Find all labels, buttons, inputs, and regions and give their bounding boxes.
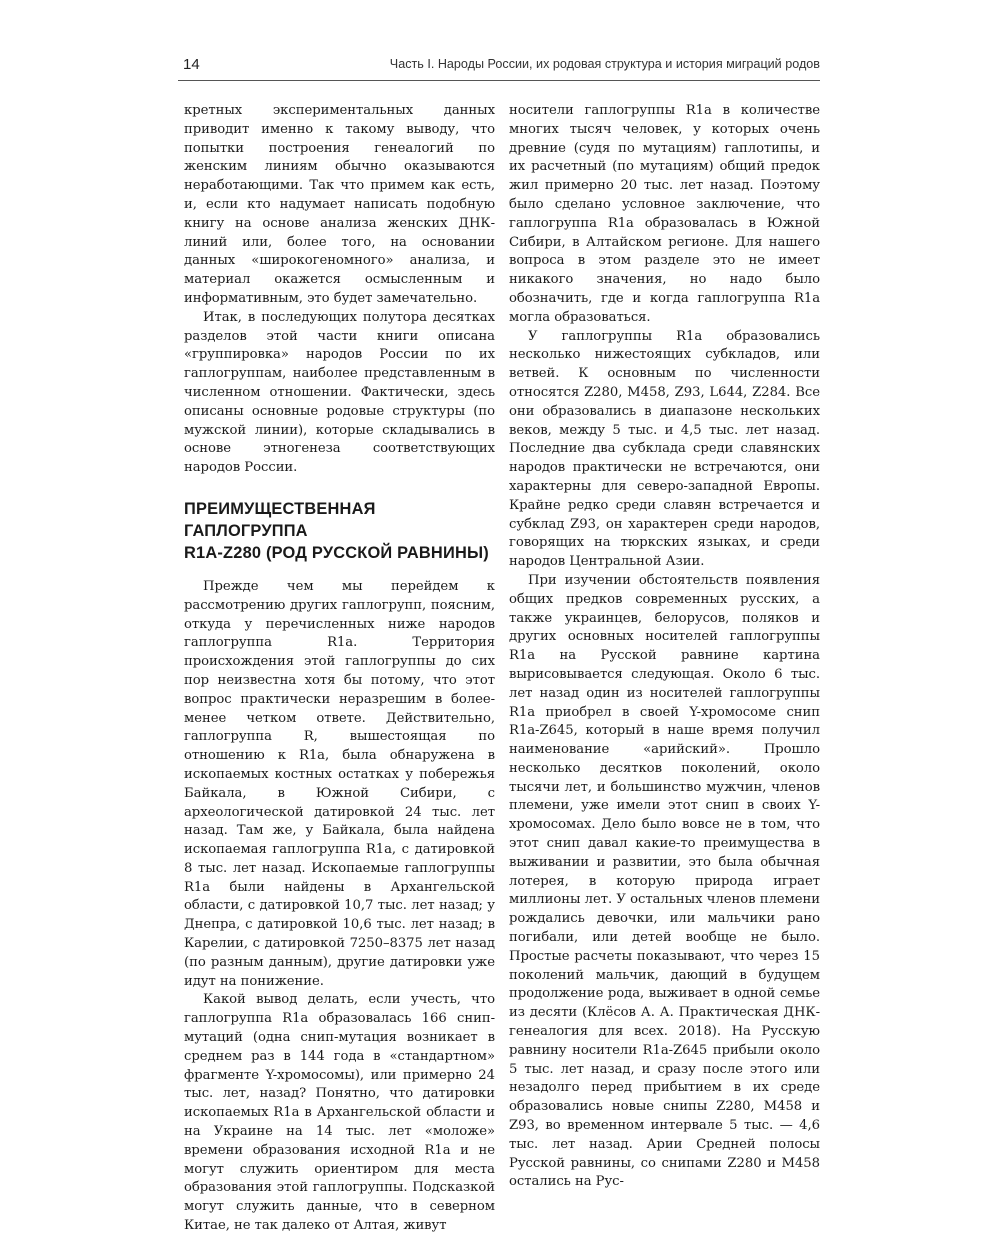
header-rule [178, 80, 820, 81]
paragraph: При изучении обстоятельств появления общих предков современных русских, а также украинцев, белорусов, поляков и других основных носителей гаплогруппы R1a на Русской равнине картина вырисовывается следующая. Около 6 тыс. лет назад один из носителей гаплогруппы R1a приобрел в своей Y-хромосоме снип R1a-Z645, который в наше время получил наименование «арийский». Прошло несколько десятков поколений, около тысячи лет, и большинство мужчин, членов племени, уже имели этот снип в своих Y-хромосомах. Дело было вовсе не в том, что этот снип давал какие-то преимущества в выживании и развитии, это была обычная лотерея, в которую природа играет миллионы лет. У остальных членов племени рождались девочки, или мальчики рано погибали, или детей вообще не было. Простые расчеты показывают, что через 15 поколений мальчик, дающий в будущем продолжение рода, выживает в одной семье из десяти (Клёсов А. А. Практическая ДНК-генеалогия для всех. 2018). На Русскую равнину носители R1a-Z645 прибыли около 5 тыс. лет назад, и сразу после этого или незадолго перед прибытием в их среде образовались новые снипы Z280, M458 и Z93, во временном интервале 5 тыс. — 4,6 тыс. лет назад. Арии Средней полосы Русской равнины, со снипами Z280 и M458 остались на Рус- [509, 572, 820, 1190]
paragraph: Итак, в последующих полутора десятках разделов этой части книги описана «группировка» народов России по их гаплогруппам, наиболее представленным в численном отношении. Фактически, здесь описаны основные родовые структуры (по мужской линии), которые складывались в основе этногенеза соответствующих народов России. [184, 309, 495, 476]
paragraph: кретных экспериментальных данных приводит именно к такому выводу, что попытки построения генеалогий по женским линиям обычно оказываются неработающими. Так что примем как есть, и, если кто надумает написать подобную книгу на основе анализа женских ДНК-линий или, более того, на основании данных «широкогеномного» анализа, и материал окажется осмысленным и информативным, это будет замечательно. [184, 103, 495, 306]
page-number: 14 [183, 56, 200, 73]
section-heading-line: R1A-Z280 (РОД РУССКОЙ РАВНИНЫ) [184, 543, 489, 562]
page-header [178, 56, 820, 82]
section-heading [184, 498, 495, 564]
left-column [184, 102, 495, 1236]
right-column [509, 102, 820, 1192]
paragraph: Прежде чем мы перейдем к рассмотрению других гаплогрупп, поясним, откуда у перечисленных ниже народов гаплогруппа R1a. Территория происхождения этой гаплогруппы до сих пор неизвестна хотя бы потому, что этот вопрос практически неразрешим в более-менее четком ответе. Действительно, гаплогруппа R, вышестоящая по отношению к R1a, была обнаружена в ископаемых костных остатках у побережья Байкала, в Южной Сибири, с археологической датировкой 24 тыс. лет назад. Там же, у Байкала, была найдена ископаемая гаплогруппа R1a, с датировкой 8 тыс. лет назад. Ископаемые гаплогруппы R1a были найдены в Архангельской области, с датировкой 10,7 тыс. лет назад; у Днепра, с датировкой 10,6 тыс. лет назад; в Карелии, с датировкой 7250–8375 лет назад (по разным данным), другие датировки уже идут на понижение. [184, 578, 495, 989]
paragraph: У гаплогруппы R1a образовались несколько нижестоящих субкладов, или ветвей. К основным по численности относятся Z280, M458, Z93, L644, Z284. Все они образовались в диапазоне нескольких веков, между 5 тыс. и 4,5 тыс. лет назад. Последние два субклада среди славянских народов практически не встречаются, они характерны для северо-западной Европы. Крайне редко среди славян встречается и субклад Z93, он характерен среди народов, говорящих на тюркских языках, и среди народов Центральной Азии. [509, 328, 820, 570]
paragraph: носители гаплогруппы R1a в количестве многих тысяч человек, у которых очень древние (судя по мутациям) гаплотипы, и их расчетный (по мутациям) общий предок жил примерно 20 тыс. лет назад. Поэтому было сделано условное заключение, что гаплогруппа R1a образовалась в Южной Сибири, в Алтайском регионе. Для нашего вопроса в этом разделе это не имеет никакого значения, но надо было обозначить, где и когда гаплогруппа R1a могла образоваться. [509, 103, 820, 325]
running-head: Часть I. Народы России, их родовая структура и история миграций родов [389, 57, 820, 71]
paragraph: Какой вывод делать, если учесть, что гаплогруппа R1a образовалась 166 снип-мутаций (одна снип-мутация возникает в среднем раз в 144 года в «стандартном» фрагменте Y-хромосомы), или примерно 24 тыс. лет, назад? Понятно, что датировки ископаемых R1a в Архангельской области и на Украине на 14 тыс. лет «моложе» времени образования исходной R1a и не могут служить ориентиром для места образования этой гаплогруппы. Подсказкой могут служить данные, что в северном Китае, не так далеко от Алтая, живут [184, 992, 495, 1234]
section-heading-line: ПРЕИМУЩЕСТВЕННАЯ ГАПЛОГРУППА [184, 499, 376, 540]
